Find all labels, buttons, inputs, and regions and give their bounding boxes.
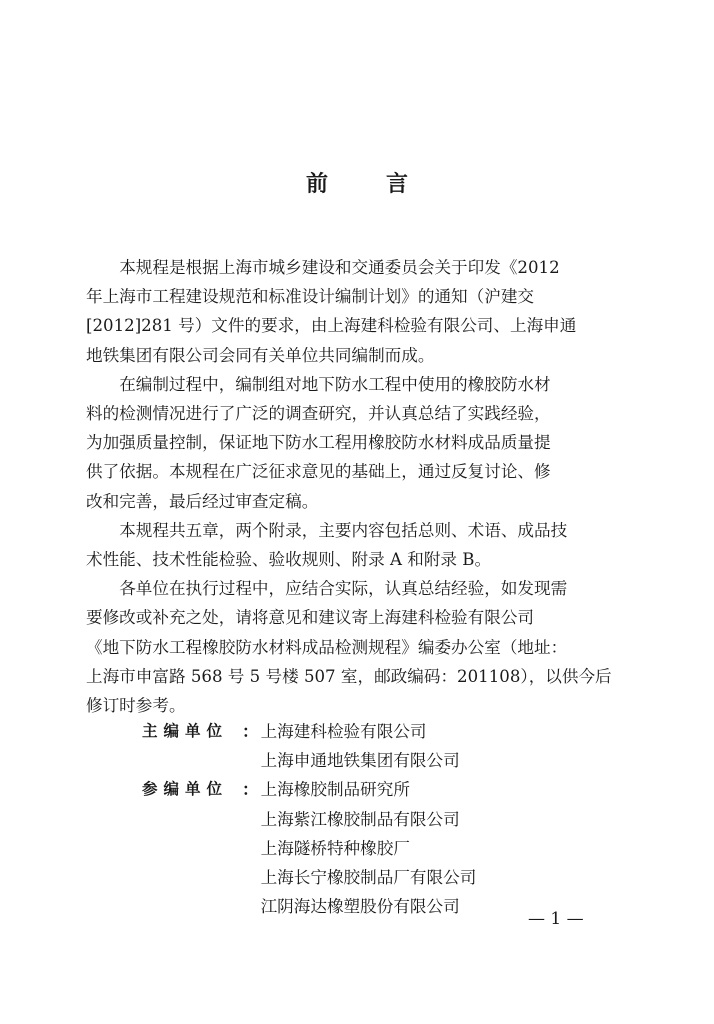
unit-name: 上海申通地铁集团有限公司 <box>260 751 460 771</box>
unit-name: 上海建科检验有限公司 <box>260 722 427 741</box>
text-line: 供了依据。本规程在广泛征求意见的基础上，通过反复讨论、修 <box>86 462 551 482</box>
text-line: 年上海市工程建设规范和标准设计编制计划》的通知（沪建交 <box>86 287 535 307</box>
text-line: 《地下防水工程橡胶防水材料成品检测规程》编委办公室（地址： <box>86 637 568 657</box>
chief-unit-row <box>142 717 476 746</box>
text-line: 要修改或补充之处，请将意见和建议寄上海建科检验有限公司 <box>86 608 535 628</box>
paragraph-4 <box>86 574 612 720</box>
unit-name: 江阴海达橡塑股份有限公司 <box>260 897 460 917</box>
units-list <box>142 717 476 921</box>
text-line: 地铁集团有限公司会同有关单位共同编制而成。 <box>86 345 435 365</box>
unit-label-spacer <box>142 892 242 921</box>
paragraph-2 <box>86 370 612 516</box>
participating-units-label: 参编单位 <box>142 780 229 799</box>
unit-label-spacer <box>142 805 242 834</box>
participating-unit-row <box>142 863 476 892</box>
text-line: [2012]281 号）文件的要求，由上海建科检验有限公司、上海申通 <box>86 316 577 336</box>
text-line: 料的检测情况进行了广泛的调查研究，并认真总结了实践经验， <box>86 404 551 424</box>
unit-label-spacer <box>142 746 242 775</box>
participating-unit-row <box>142 805 476 834</box>
unit-name: 上海隧桥特种橡胶厂 <box>260 838 410 858</box>
unit-name: 上海长宁橡胶制品厂有限公司 <box>260 868 477 888</box>
participating-unit-row <box>142 775 476 804</box>
chief-units-label: 主编单位 <box>142 722 229 740</box>
participating-unit-row <box>142 834 476 863</box>
unit-label-spacer <box>142 863 242 892</box>
unit-name: 上海橡胶制品研究所 <box>260 780 410 800</box>
text-line: 术性能、技术性能检验、验收规则、附录 A 和附录 B。 <box>86 550 492 570</box>
participating-units-colon: ： <box>242 779 259 800</box>
text-line: 本规程是根据上海市城乡建设和交通委员会关于印发《2012 <box>119 258 560 277</box>
chief-unit-row <box>142 746 476 775</box>
paragraph-3 <box>86 516 612 574</box>
unit-name: 上海紫江橡胶制品有限公司 <box>260 809 460 829</box>
preface-body <box>86 253 612 720</box>
text-line: 上海市申富路 568 号 5 号楼 507 室，邮政编码：201108），以供今后 <box>86 666 612 686</box>
text-line: 修订时参考。 <box>86 696 186 716</box>
text-line: 为加强质量控制，保证地下防水工程用橡胶防水材料成品质量提 <box>86 433 551 453</box>
text-line: 本规程共五章，两个附录，主要内容包括总则、术语、成品技 <box>119 520 568 540</box>
participating-unit-row <box>142 892 476 921</box>
unit-label-spacer <box>142 834 242 863</box>
paragraph-1 <box>86 253 612 370</box>
chief-units-colon: ： <box>242 721 259 741</box>
page-title: 前 言 <box>305 172 426 197</box>
text-line: 改和完善，最后经过审查定稿。 <box>86 491 319 511</box>
text-line: 各单位在执行过程中，应结合实际，认真总结经验，如发现需 <box>119 579 568 599</box>
text-line: 在编制过程中，编制组对地下防水工程中使用的橡胶防水材 <box>119 374 551 394</box>
page-number: — 1 — <box>528 909 584 929</box>
